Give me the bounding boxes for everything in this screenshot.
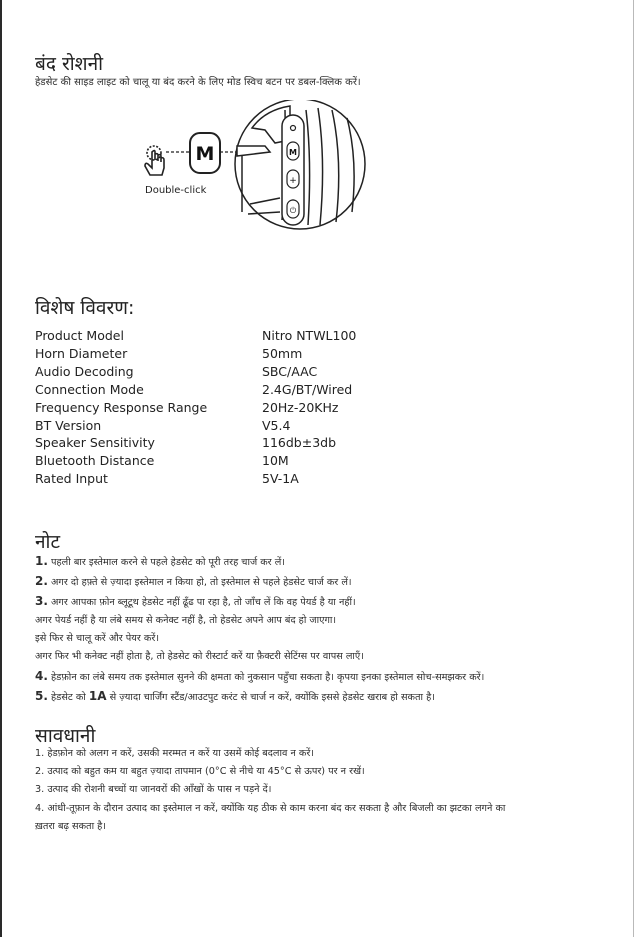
cautions-title: सावधानी — [35, 725, 96, 747]
note-text-line: अगर फिर भी कनेक्ट नहीं होता है, तो हेडसेट को रीस्टार्ट करें या फ़ैक्टरी सेटिंग्स पर वापस लाएँ। — [35, 651, 364, 663]
cautions-list — [35, 745, 620, 836]
spec-row — [35, 399, 356, 417]
spec-label: Audio Decoding — [35, 363, 134, 379]
spec-label: Product Model — [35, 328, 124, 343]
spec-label: Speaker Sensitivity — [35, 435, 155, 451]
headset-plus-label: + — [289, 176, 297, 186]
spec-table — [35, 327, 356, 488]
note-number: 1. — [35, 554, 48, 568]
spec-label: Horn Diameter — [35, 345, 128, 361]
spec-label: BT Version — [35, 417, 102, 433]
spec-value: SBC/AAC — [262, 363, 318, 379]
spec-label: Rated Input — [35, 471, 108, 487]
spec-row — [35, 381, 356, 399]
note-current-value: 1A — [88, 688, 107, 703]
mode-button-letter: M — [195, 143, 215, 165]
spec-value: 20Hz-20KHz — [262, 399, 339, 415]
light-off-description: हेडसेट की साइड लाइट को चालू या बंद करने के लिए मोड स्विच बटन पर डबल-क्लिक करें। — [35, 77, 361, 88]
headset-closeup — [235, 100, 365, 229]
headset-power-icon: ⏻ — [289, 206, 297, 215]
spec-row — [35, 452, 356, 470]
note-text-line: अगर पेयर्ड नहीं है या लंबे समय से कनेक्ट नहीं है, तो हेडसेट अपने आप बंद हो जाएगा। — [35, 615, 337, 627]
spec-row — [35, 434, 356, 452]
note-item — [35, 667, 615, 687]
note-text: हेडसेट को — [51, 691, 86, 703]
note-item — [35, 552, 615, 572]
note-text: अगर आपका फ़ोन ब्लूटूथ हेडसेट नहीं ढूँढ पा रहा है, तो जाँच लें कि वह पेयर्ड है या नहीं। — [51, 597, 356, 609]
note-item — [35, 572, 615, 592]
specs-title: विशेष विवरण: — [35, 297, 135, 319]
caution-item-continued: ख़तरा बढ़ सकता है। — [35, 820, 106, 832]
spec-row — [35, 345, 356, 363]
note-number: 5. — [35, 688, 48, 703]
note-number: 4. — [35, 668, 48, 683]
caution-item: 1. हेडफ़ोन को अलग न करें, उसकी मरम्मत न करें या उसमें कोई बदलाव न करें। — [35, 748, 314, 759]
spec-value: 5V-1A — [262, 471, 299, 487]
spec-value: 2.4G/BT/Wired — [262, 381, 353, 397]
notes-title: नोट — [35, 531, 61, 553]
note-text-line: इसे फिर से चालू करें और पेयर करें। — [35, 633, 160, 645]
notes-list — [35, 552, 615, 707]
spec-value: 116db±3db — [262, 435, 337, 451]
note-text: से ज़्यादा चार्जिंग स्टैंड/आउटपुट करंट से चार्ज न करें, क्योंकि इससे हेडसेट खराब हो सकता है। — [109, 691, 435, 703]
mode-button-icon — [190, 133, 220, 173]
note-number: 2. — [35, 574, 48, 589]
left-edge-rule — [0, 0, 2, 937]
spec-row — [35, 327, 356, 345]
spec-value: 50mm — [262, 345, 303, 361]
headset-mode-label: M — [289, 148, 297, 157]
caution-item: 3. उत्पाद की रोशनी बच्चों या जानवरों की आँखों के पास न पड़ने दें। — [35, 784, 272, 796]
note-item — [35, 687, 615, 707]
spec-label: Connection Mode — [35, 381, 144, 397]
caution-item: 4. आंधी-तूफ़ान के दौरान उत्पाद का इस्तेमाल न करें, क्योंकि यह ठीक से काम करना बंद कर सकता है और बिजली का झटका लगने का — [35, 802, 506, 814]
spec-value: V5.4 — [262, 417, 291, 433]
caution-item: 2. उत्पाद को बहुत कम या बहुत ज़्यादा तापमान (0°C से नीचे या 45°C से ऊपर) पर न रखें। — [35, 766, 365, 778]
double-click-illustration — [140, 100, 480, 240]
note-text: अगर दो हफ़्ते से ज़्यादा इस्तेमाल न किया हो, तो इस्तेमाल से पहले हेडसेट चार्ज कर लें। — [51, 577, 352, 589]
light-off-title: बंद रोशनी — [35, 53, 104, 75]
note-text: पहली बार इस्तेमाल करने से पहले हेडसेट को पूरी तरह चार्ज कर लें। — [51, 557, 285, 568]
double-click-caption: Double-click — [145, 185, 207, 196]
note-number: 3. — [35, 594, 48, 609]
spec-value: Nitro NTWL100 — [262, 328, 357, 343]
spec-row — [35, 470, 356, 488]
spec-row — [35, 363, 356, 381]
note-text: हेडफ़ोन का लंबे समय तक इस्तेमाल सुनने की क्षमता को नुकसान पहुँचा सकता है। कृपया इनका इस्तेमाल सोच-समझकर करें। — [51, 671, 485, 683]
spec-label: Bluetooth Distance — [35, 453, 155, 469]
spec-row — [35, 417, 356, 435]
hand-pointer-icon — [145, 146, 164, 175]
spec-label: Frequency Response Range — [35, 399, 208, 415]
headset-minus-label: - — [291, 195, 295, 205]
note-item — [35, 592, 615, 612]
spec-value: 10M — [262, 453, 289, 469]
